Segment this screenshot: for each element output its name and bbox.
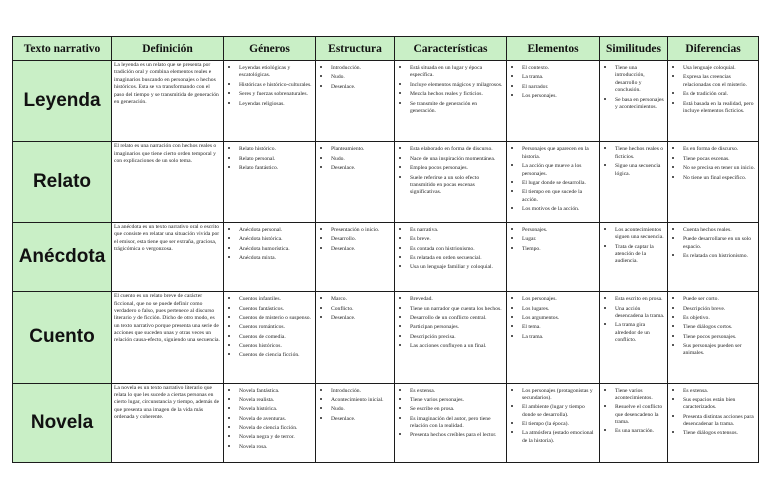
list-item: • Resuelve el conflicto que desencadeno la trama. [615, 402, 665, 426]
list-item: • Desenlace. [331, 414, 392, 423]
estructura-cell [316, 142, 395, 222]
diferencias-cell [668, 292, 759, 383]
similitudes-cell [600, 61, 668, 142]
generos-cell [224, 222, 316, 291]
elementos-cell [507, 61, 600, 142]
list-item: • Esta escrito en prosa. [615, 294, 665, 303]
list-item: • Novela fantástica. [239, 386, 313, 395]
diferencias-cell [668, 222, 759, 291]
list-item: • Incluye elementos mágicos y milagrosos. [410, 80, 504, 89]
row-title: Anécdota [13, 222, 112, 291]
estructura-cell [316, 61, 395, 142]
similitudes-list [601, 225, 666, 266]
list-item: • Presenta distintas acciones para desencadenar la trama. [683, 412, 756, 429]
list-item: • Novela histórica. [239, 404, 313, 413]
header-caracteristicas: Características [395, 37, 507, 61]
list-item: • Novela rosa. [239, 442, 313, 451]
list-item: • Tiene varios personajes. [410, 395, 504, 404]
list-item: • Tiene varios acontecimientos. [615, 386, 665, 403]
diferencias-cell [668, 61, 759, 142]
list-item: • El contexto. [522, 63, 597, 72]
estructura-list [317, 63, 393, 91]
list-item: • Suele referirse a un solo efecto transmitido en pocas escenas significativas. [410, 173, 504, 197]
generos-list [225, 225, 314, 263]
similitudes-list [601, 144, 666, 178]
list-item: • Cuentos románticos. [239, 322, 313, 331]
list-item: • Desenlace. [331, 313, 392, 322]
list-item: • Tiene pocas escenas. [683, 154, 756, 163]
similitudes-cell [600, 222, 668, 291]
generos-list [225, 294, 314, 360]
list-item: • Trata de captar la atención de la audiencia. [615, 242, 665, 266]
list-item: • La acción que mueve a los personajes. [522, 161, 597, 178]
list-item: • Se transmite de generación en generación. [410, 99, 504, 116]
caracteristicas-cell [395, 383, 507, 462]
table-row [13, 383, 759, 462]
list-item: • Es breve. [410, 234, 504, 243]
caracteristicas-cell [395, 142, 507, 222]
definition-cell: El cuento es un relato breve de carácter ficcional, que no se puede definir como verdadero o falso, pues pertenece al discurso literario y de ficción. Dicho de otro modo, es un texto narrativo porque presenta una serie de acciones que suceden unas y otras veces un relación causa-efecto, siguiendo una secuencia. [112, 292, 224, 383]
list-item: • La trama. [522, 332, 597, 341]
list-item: • Anécdota mixta. [239, 253, 313, 262]
list-item: • Tiempo. [522, 244, 597, 253]
generos-list [225, 386, 314, 452]
generos-cell [224, 142, 316, 222]
list-item: • Los lugares. [522, 304, 597, 313]
diferencias-list [669, 386, 757, 438]
list-item: • Desarrollo. [331, 234, 392, 243]
caracteristicas-list [396, 144, 505, 196]
definition-cell: La anécdota es un texto narrativo oral o escrito que consiste en relatar una situación vivida por el emisor, esta tiene que ser extraña, graciosa, trágicómica o vergonzosa. [112, 222, 224, 291]
similitudes-list [601, 294, 666, 344]
list-item: • Tiene un narrador que cuenta los hechos. [410, 304, 504, 313]
list-item: • Es objetivo. [683, 313, 756, 322]
list-item: • La atmósfera (estado emocional de la historia). [522, 428, 597, 445]
list-item: • Descripción precisa. [410, 332, 504, 341]
list-item: • Personajes. [522, 225, 597, 234]
list-item: • Planteamiento. [331, 144, 392, 153]
definition-cell: El relato es una narración con hechos reales o imaginarios que tiene cierto orden temporal y con explicaciones de un solo tema. [112, 142, 224, 222]
estructura-list [317, 294, 393, 322]
list-item: • No tiene un final específico. [683, 173, 756, 182]
list-item: • Nudo. [331, 404, 392, 413]
generos-list [225, 144, 314, 172]
caracteristicas-cell [395, 292, 507, 383]
elementos-list [508, 63, 598, 101]
list-item: • No se precisa en tener un inicio. [683, 163, 756, 172]
list-item: • Se escribe en prosa. [410, 404, 504, 413]
table-row [13, 142, 759, 222]
diferencias-list [669, 63, 757, 115]
list-item: • Lugar. [522, 234, 597, 243]
list-item: • Novela de aventuras. [239, 414, 313, 423]
list-item: • Personajes que aparecen en la historia. [522, 144, 597, 161]
list-item: • Desenlace. [331, 163, 392, 172]
header-similitudes: Similitudes [600, 37, 668, 61]
list-item: • Cuentos de comedia. [239, 332, 313, 341]
list-item: • Es contada con histrionismo. [410, 244, 504, 253]
list-item: • Nudo. [331, 72, 392, 81]
list-item: • Desenlace. [331, 244, 392, 253]
list-item: • Tiene una introducción, desarrollo y conclusión. [615, 63, 665, 95]
list-item: • Leyendas religiosas. [239, 99, 313, 108]
list-item: • Los argumentos. [522, 313, 597, 322]
list-item: • Usa un lenguaje familiar y coloquial. [410, 262, 504, 271]
list-item: • Tiene diálogos extensos. [683, 428, 756, 437]
list-item: • Brevedad. [410, 294, 504, 303]
elementos-cell [507, 222, 600, 291]
generos-cell [224, 383, 316, 462]
list-item: • Expresa las creencias relacionadas con el misterio. [683, 72, 756, 89]
list-item: • Introducción. [331, 63, 392, 72]
list-item: • Descripción breve. [683, 304, 756, 313]
elementos-list [508, 294, 598, 341]
list-item: • Nace de una inspiración momentánea. [410, 154, 504, 163]
list-item: • El narrador. [522, 82, 597, 91]
list-item: • Anécdota histórica. [239, 234, 313, 243]
list-item: • Leyendas etiológicas y escatológicas. [239, 63, 313, 80]
row-title: Relato [13, 142, 112, 222]
list-item: • Cuentos infantiles. [239, 294, 313, 303]
list-item: • Históricas e histórico-culturales. [239, 80, 313, 89]
list-item: • Sigue una secuencia lógica. [615, 161, 665, 178]
list-item: • Puede ser corto. [683, 294, 756, 303]
list-item: • Nudo. [331, 154, 392, 163]
list-item: • La trama gira alrededor de un conflicto. [615, 320, 665, 344]
header-elementos: Elementos [507, 37, 600, 61]
caracteristicas-cell [395, 61, 507, 142]
list-item: • Sus espacios están bien caracterizados. [683, 395, 756, 412]
list-item: • Una acción desencadena la trama. [615, 304, 665, 321]
list-item: • Las acciones confluyen a un final. [410, 341, 504, 350]
estructura-cell [316, 383, 395, 462]
header-row [13, 37, 759, 61]
list-item: • Marco. [331, 294, 392, 303]
header-texto-narrativo: Texto narrativo [13, 37, 112, 61]
list-item: • Los personajes. [522, 91, 597, 100]
estructura-list [317, 386, 393, 424]
list-item: • El lugar donde se desarrolla. [522, 178, 597, 187]
list-item: • El tiempo en que sucede la acción. [522, 187, 597, 204]
list-item: • Cuenta hechos reales. [683, 225, 756, 234]
list-item: • Tiene diálogos cortos. [683, 322, 756, 331]
list-item: • Puede desarrollarse en un solo espacio. [683, 234, 756, 251]
list-item: • Novela de ciencia ficción. [239, 423, 313, 432]
estructura-cell [316, 292, 395, 383]
list-item: • Novela realista. [239, 395, 313, 404]
list-item: • Se basa en personajes y acontecimientos. [615, 95, 665, 112]
generos-list [225, 63, 314, 108]
similitudes-cell [600, 142, 668, 222]
list-item: • Relato personal. [239, 154, 313, 163]
list-item: • Desenlace. [331, 82, 392, 91]
list-item: • Es relatada con histrionismo. [683, 251, 756, 260]
row-title: Cuento [13, 292, 112, 383]
definition-cell: La novela es un texto narrativo literario que relata lo que les sucede a ciertas personas en cierto lugar, circunstancia y tiempo, además de que presenta una imagen de la vida más ordenada y coherente. [112, 383, 224, 462]
list-item: • Relato histórico. [239, 144, 313, 153]
list-item: • Sus personajes pueden ser animales. [683, 341, 756, 358]
diferencias-cell [668, 383, 759, 462]
caracteristicas-list [396, 294, 505, 350]
generos-cell [224, 292, 316, 383]
list-item: • Es de tradición oral. [683, 89, 756, 98]
caracteristicas-list [396, 386, 505, 440]
list-item: • Esta elaborado en forma de discurso. [410, 144, 504, 153]
list-item: • La trama. [522, 72, 597, 81]
estructura-list [317, 225, 393, 253]
list-item: • Está situada en un lugar y época específica. [410, 63, 504, 80]
list-item: • Tiene pocos personajes. [683, 332, 756, 341]
elementos-list [508, 386, 598, 446]
list-item: • Está basada en la realidad, pero incluye elementos ficticios. [683, 99, 756, 116]
caracteristicas-list [396, 225, 505, 272]
list-item: • El ambiente (lugar y tiempo donde se desarrolla). [522, 402, 597, 419]
diferencias-cell [668, 142, 759, 222]
list-item: • Los motivos de la acción. [522, 204, 597, 213]
list-item: • Los personajes (protagonistas y secundarios). [522, 386, 597, 403]
list-item: • Anécdota personal. [239, 225, 313, 234]
diferencias-list [669, 294, 757, 358]
definition-cell: La leyenda es un relato que se presenta por tradición oral y combina elementos reales e imaginarios buscando en personajes o hechos históricos. Esta se va transformando con el paso del tiempo y se transmitida de generación en generación. [112, 61, 224, 142]
table-row [13, 222, 759, 291]
elementos-cell [507, 292, 600, 383]
table-row [13, 61, 759, 142]
list-item: • Anécdota humorística. [239, 244, 313, 253]
list-item: • Cuentos de misterio o suspenso. [239, 313, 313, 322]
list-item: • Cuentos de ciencia ficción. [239, 350, 313, 359]
list-item: • Relato fantástico. [239, 163, 313, 172]
similitudes-list [601, 63, 666, 111]
generos-cell [224, 61, 316, 142]
similitudes-list [601, 386, 666, 436]
list-item: • Cuentos históricos. [239, 341, 313, 350]
list-item: • El tiempo (la época). [522, 419, 597, 428]
list-item: • Es narrativa. [410, 225, 504, 234]
header-diferencias: Diferencias [668, 37, 759, 61]
list-item: • Es en forma de discurso. [683, 144, 756, 153]
diferencias-list [669, 144, 757, 182]
row-title: Leyenda [13, 61, 112, 142]
list-item: • Mezcla hechos reales y ficticios. [410, 89, 504, 98]
list-item: • Es extensa. [683, 386, 756, 395]
list-item: • Cuentos fantásticos. [239, 304, 313, 313]
estructura-cell [316, 222, 395, 291]
estructura-list [317, 144, 393, 172]
list-item: • Novela negra y de terror. [239, 432, 313, 441]
header-generos: Géneros [224, 37, 316, 61]
elementos-cell [507, 142, 600, 222]
list-item: • Los acontecimientos siguen una secuencia. [615, 225, 665, 242]
row-title: Novela [13, 383, 112, 462]
list-item: • Desarrollo de un conflicto central. [410, 313, 504, 322]
comparison-table [12, 36, 759, 463]
elementos-cell [507, 383, 600, 462]
elementos-list [508, 225, 598, 253]
list-item: • Emplea pocos personajes. [410, 163, 504, 172]
table-row [13, 292, 759, 383]
similitudes-cell [600, 383, 668, 462]
list-item: • Participan personajes. [410, 322, 504, 331]
list-item: • Es extensa. [410, 386, 504, 395]
list-item: • Los personajes. [522, 294, 597, 303]
similitudes-cell [600, 292, 668, 383]
list-item: • Tiene hechos reales o ficticios. [615, 144, 665, 161]
elementos-list [508, 144, 598, 213]
diferencias-list [669, 225, 757, 261]
list-item: • Seres y fuerzas sobrenaturales. [239, 89, 313, 98]
header-estructura: Estructura [316, 37, 395, 61]
list-item: • Acontecimiento inicial. [331, 395, 392, 404]
list-item: • Es una narración. [615, 426, 665, 435]
list-item: • El tema. [522, 322, 597, 331]
list-item: • Introducción. [331, 386, 392, 395]
list-item: • Presenta hechos creíbles para el lector. [410, 430, 504, 439]
list-item: • Conflicto. [331, 304, 392, 313]
list-item: • Usa lenguaje coloquial. [683, 63, 756, 72]
list-item: • Presentación o inicio. [331, 225, 392, 234]
list-item: • Es relatada en orden secuencial. [410, 253, 504, 262]
caracteristicas-cell [395, 222, 507, 291]
caracteristicas-list [396, 63, 505, 115]
header-definicion: Definición [112, 37, 224, 61]
list-item: • Es imaginación del autor, pero tiene relación con la realidad. [410, 414, 504, 431]
